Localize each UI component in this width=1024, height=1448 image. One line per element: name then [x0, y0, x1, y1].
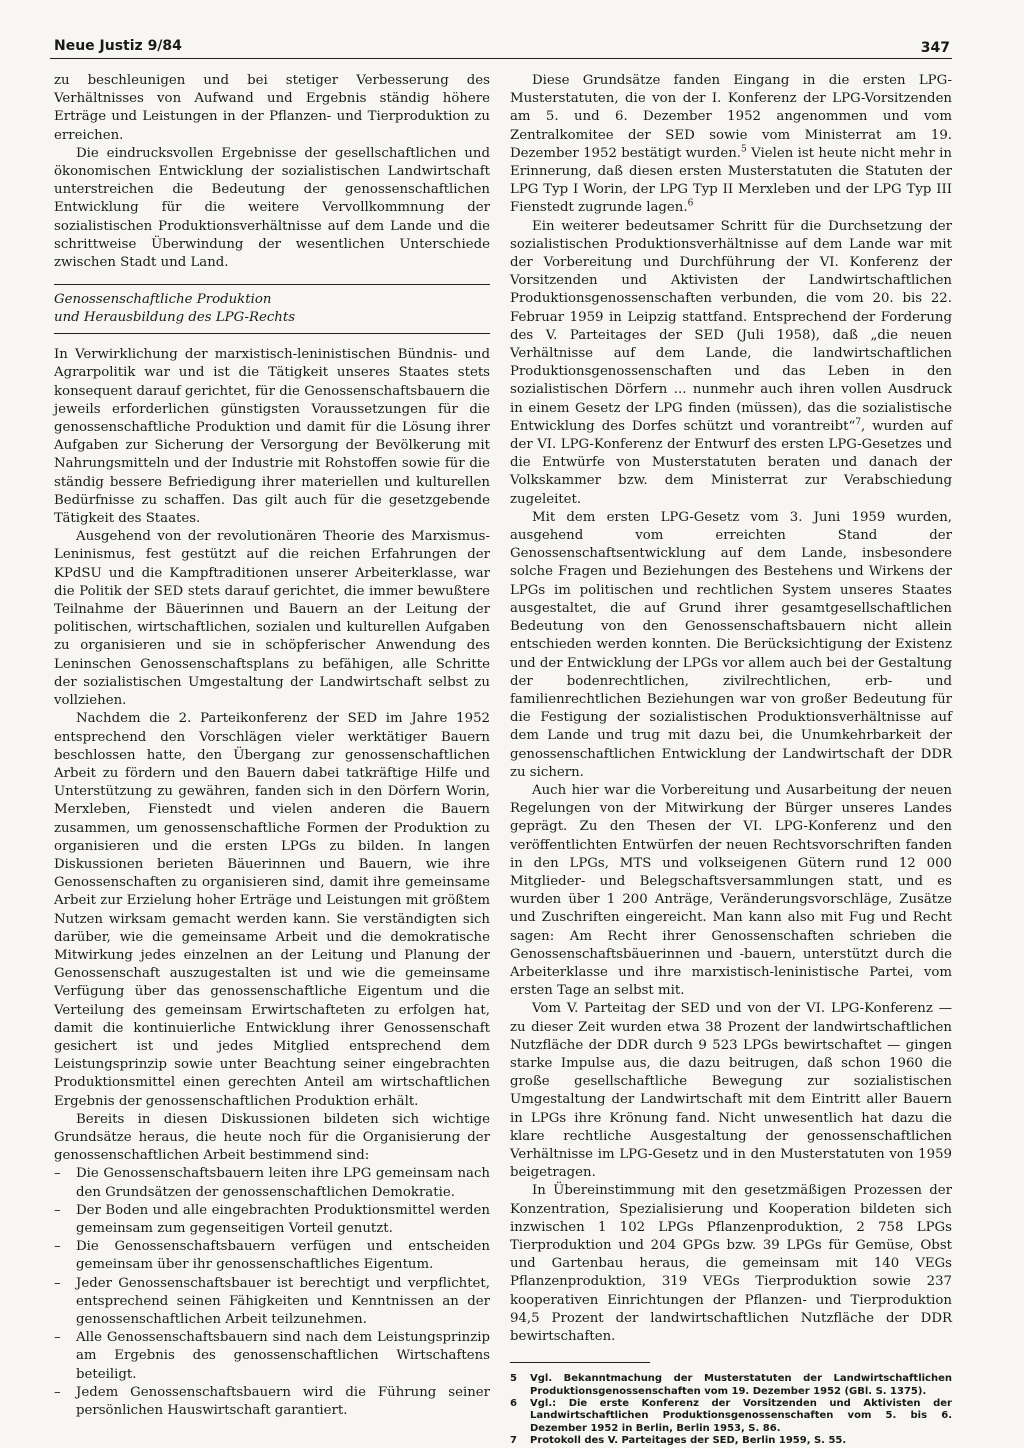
footnote-number: 7	[510, 1435, 517, 1447]
list-item	[54, 1165, 490, 1201]
section-heading-line: und Herausbildung des LPG-Rechts	[54, 310, 296, 326]
paragraph-text: Diese Grundsätze fanden Eingang in die ersten LPG-Musterstatuten, die von der I. Konferenz der LPG-Vorsitzenden am 5. und 6. Dezember 1952 angenommen und vom Zentralkomitee der SED sowie vom Ministerrat am 19. Dezember 1952 bestätigt wurden.	[510, 73, 952, 161]
footnote-text: Vgl. Bekanntmachung der Musterstatuten der Landwirtschaftlichen Produktionsgenossenschaften vom 19. Dezember 1952 (GBl. S. 1375).	[530, 1373, 952, 1397]
footnote-text: Vgl.: Die erste Konferenz der Vorsitzenden und Aktivisten der Landwirtschaftlichen Produktionsgenossenschaften vom 5. bis 6. Dezember 1952 in Berlin, Berlin 1953, S. 86.	[530, 1398, 952, 1434]
list-item	[54, 1275, 490, 1330]
section-heading	[54, 284, 490, 334]
list-item-text: Jedem Genossenschaftsbauern wird die Führung seiner persönlichen Hauswirtschaft garantiert.	[76, 1384, 490, 1419]
paragraph	[510, 72, 952, 218]
paragraph: Auch hier war die Vorbereitung und Ausarbeitung der neuen Regelungen von der Mitwirkung der Bürger unseres Landes geprägt. Zu den Thesen der VI. LPG-Konferenz und den veröffentlichten Entwürfen der neuen Rechtsvorschriften fanden in den LPGs, MTS und volkseigenen Gütern rund 12 000 Mitglieder- und Belegschaftsversammlungen statt, und es wurden über 1 200 Anträge, Veränderungsvorschläge, Zusätze und Zuschriften eingereicht. Man kann also mit Fug und Recht sagen: Am Recht ihrer Genossenschaften schrieben die Genossenschaftsbäuerinnen und -bauern, unterstützt durch die Arbeiterklasse und ihre marxistisch-leninistische Partei, vom ersten Tage an selbst mit.	[510, 782, 952, 999]
paragraph-text: Ein weiterer bedeutsamer Schritt für die Durchsetzung der sozialistischen Produktionsverhältnisse auf dem Lande war mit der Vorbereitung und Durchführung der VI. Konferenz der Vorsitzenden und Aktivisten der Landwirtschaftlichen Produktionsgenossenschaften verbunden, die vom 20. bis 22. Februar 1959 in Leipzig stattfand. Entsprechend der Forderung des V. Parteitages der SED (Juli 1958), daß „die neuen Verhältnisse auf dem Lande, die landwirtschaftlichen Produktionsgenossenschaften und das Leben in den sozialistischen Dörfern ... nunmehr auch ihren vollen Ausdruck in einem Gesetz der LPG finden (müssen), das die sozialistische Entwicklung des Dorfes schützt und vorantreibt“	[510, 218, 952, 434]
footnote-number: 6	[510, 1398, 517, 1410]
footnote-ref: 7	[855, 417, 862, 428]
footnotes	[510, 1373, 952, 1447]
footnote-divider	[510, 1362, 650, 1363]
dash-bullet: –	[54, 1330, 61, 1346]
paragraph: Ausgehend von der revolutionären Theorie des Marxismus-Leninismus, fest gestützt auf die reichen Erfahrungen der KPdSU und die Kampftraditionen unserer Arbeiterklasse, war die Politik der SED stets darauf gerichtet, die immer bewußtere Teilnahme der Bäuerinnen und Bauern an der Leitung der politischen, wirtschaftlichen, sozialen und kulturellen Aufgaben zu organisieren und sie in schöpferischer Anwendung des Leninschen Genossenschaftsplans zu befähigen, alle Schritte der sozialistischen Umgestaltung der Landwirtschaft selbst zu vollziehen.	[54, 529, 490, 709]
page-header	[50, 36, 952, 59]
footnote-ref: 5	[741, 144, 747, 155]
paragraph: Vom V. Parteitag der SED und von der VI. LPG-Konferenz — zu dieser Zeit wurden etwa 38 Prozent der landwirtschaftlichen Nutzfläche der DDR durch 9 523 LPGs bewirtschaftet — gingen starke Impulse aus, die dazu beitrugen, daß schon 1960 die große gesellschaftliche Bewegung zur sozialistischen Umgestaltung der Landwirtschaft mit dem Eintritt aller Bauern in LPGs ihre Krönung fand. Nicht unwesentlich hat dazu die klare rechtliche Ausgestaltung der genossenschaftlichen Verhältnisse im LPG-Gesetz und in den Musterstatuten von 1959 beigetragen.	[510, 1001, 952, 1181]
paragraph: Mit dem ersten LPG-Gesetz vom 3. Juni 1959 wurden, ausgehend vom erreichten Stand der Genossenschaftsentwicklung auf dem Lande, insbesondere solche Fragen und Beziehungen des Bestehens und Wirkens der LPGs im politischen und rechtlichen System unseres Staates ausgestaltet, die auf Grund ihrer gesamtgesellschaftlichen Bedeutung von den Genossenschaftsbauern nicht allein entschieden werden konnten. Die Berücksichtigung der Existenz und der Entwicklung der LPGs vor allem auch bei der Gestaltung der bodenrechtlichen, zivilrechtlichen, erb- und familienrechtlichen Beziehungen war von großer Bedeutung für die Festigung der sozialistischen Produktionsverhältnisse auf dem Lande und trug mit dazu bei, die Unumkehrbarkeit der genossenschaftlichen Entwicklung der Landwirtschaft der DDR zu sichern.	[510, 509, 952, 780]
principles-list	[54, 1165, 490, 1420]
list-item-text: Jeder Genossenschaftsbauer ist berechtigt und verpflichtet, entsprechend seinen Fähigkeiten und Kenntnissen an der genossenschaftlichen Arbeit teilzunehmen.	[76, 1275, 490, 1327]
paragraph: In Verwirklichung der marxistisch-leninistischen Bündnis- und Agrarpolitik war und ist die Tätigkeit unseres Staates stets konsequent darauf gerichtet, für die Genossenschaftsbauern die jeweils erforderlichen günstigsten Voraussetzungen für die genossenschaftliche Produktion und damit für die Lösung ihrer Aufgaben zur Sicherung der Versorgung der Bevölkerung mit Nahrungsmitteln und der Industrie mit Rohstoffen sowie für die ständig bessere Befriedigung ihrer materiellen und kulturellen Bedürfnisse zu schaffen. Das gilt auch für die gesetzgebende Tätigkeit des Staates.	[54, 347, 490, 527]
page-number: 347	[920, 40, 950, 56]
paragraph-text: Vielen ist heute nicht mehr in Erinnerung, daß diesen ersten Musterstatuten die Statuten der LPG Typ I Worin, der LPG Typ II Merxleben und der LPG Typ III Fienstedt zugrunde lagen.	[510, 145, 952, 216]
left-column	[54, 72, 490, 1420]
footnote-text: Protokoll des V. Parteitages der SED, Berlin 1959, S. 55.	[530, 1435, 847, 1447]
paragraph: In Übereinstimmung mit den gesetzmäßigen Prozessen der Konzentration, Spezialisierung und Kooperation bildeten sich inzwischen 1 102 LPGs Pflanzenproduktion, 2 758 LPGs Tierproduktion und 204 GPGs bzw. 39 LPGs für Gemüse, Obst und Gartenbau heraus, die gemeinsam mit 140 VEGs Pflanzenproduktion, 319 VEGs Tierproduktion sowie 237 kooperativen Einrichtungen der Pflanzen- und Tierproduktion 94,5 Prozent der landwirtschaftlichen Nutzfläche der DDR bewirtschaften.	[510, 1183, 952, 1345]
journal-page	[50, 36, 952, 1447]
footnote	[510, 1398, 952, 1435]
dash-bullet: –	[54, 1275, 61, 1291]
paragraph: Nachdem die 2. Parteikonferenz der SED im Jahre 1952 entsprechend den Vorschlägen vieler werktätiger Bauern beschlossen hatte, den Übergang zur genossenschaftlichen Arbeit zu fördern und den Bauern dabei tatkräftige Hilfe und Unterstützung zu gewähren, fanden sich in den Dörfern Worin, Merxleben, Fienstedt und vielen anderen die Bauern zusammen, um genossenschaftliche Formen der Produktion zu organisieren und die ersten LPGs zu bilden. In langen Diskussionen berieten Bäuerinnen und Bauern, wie ihre Genossenschaften zu organisieren sind, damit ihre gemeinsame Arbeit zur Erzielung hoher Erträge und Leistungen mit größtem Nutzen wirksam gemacht werden kann. Sie verständigten sich darüber, wie die gemeinsame Arbeit und die demokratische Mitwirkung jedes einzelnen an der Leitung und Planung der Genossenschaft auszugestalten ist und wie die gemeinsame Verfügung über das genossenschaftliche Eigentum und die Verteilung des gemeinsam Erwirtschafteten zu erfolgen hat, damit die kontinuierliche Entwicklung ihrer Genossenschaft gesichert ist und jedes Mitglied entsprechend dem Leistungsprinzip sowie unter Beachtung seiner eingebrachten Produktionsmittel einen gerechten Anteil am wirtschaftlichen Ergebnis der genossenschaftlichen Produktion erhält.	[54, 711, 490, 1109]
paragraph	[510, 218, 952, 509]
paragraph: Bereits in diesen Diskussionen bildeten sich wichtige Grundsätze heraus, die heute noch für die Organisierung der genossenschaftlichen Arbeit bestimmend sind:	[54, 1111, 490, 1164]
list-item-text: Die Genossenschaftsbauern leiten ihre LPG gemeinsam nach den Grundsätzen der genossenschaftlichen Demokratie.	[76, 1166, 490, 1200]
footnote-ref: 6	[687, 199, 694, 209]
footnote-number: 5	[510, 1373, 517, 1385]
section-heading-line: Genossenschaftliche Produktion	[54, 292, 272, 308]
list-item	[54, 1329, 490, 1384]
footnote	[510, 1373, 952, 1398]
list-item-text: Alle Genossenschaftsbauern sind nach dem Leistungsprinzip am Ergebnis des genossenschaftlichen Wirtschaftens beteiligt.	[76, 1330, 490, 1382]
paragraph: Die eindrucksvollen Ergebnisse der gesellschaftlichen und ökonomischen Entwicklung der sozialistischen Landwirtschaft unterstreichen die Bedeutung der genossenschaftlichen Entwicklung für die weitere Vervollkommnung der sozialistischen Produktionsverhältnisse auf dem Lande und die schrittweise Überwindung der wesentlichen Unterschiede zwischen Stadt und Land.	[54, 145, 490, 271]
journal-title: Neue Justiz 9/84	[54, 38, 182, 54]
dash-bullet: –	[54, 1239, 61, 1255]
list-item	[54, 1384, 490, 1420]
list-item	[54, 1202, 490, 1238]
paragraph-text: , wurden auf der VI. LPG-Konferenz der Entwurf des ersten LPG-Gesetzes und die Entwürfe von Musterstatuten beraten und danach der Volkskammer bzw. dem Ministerrat zur Verabschiedung zugeleitet.	[510, 418, 952, 507]
list-item-text: Der Boden und alle eingebrachten Produktionsmittel werden gemeinsam zum gegenseitigen Vorteil genutzt.	[76, 1202, 490, 1236]
list-item	[54, 1238, 490, 1274]
right-column	[510, 72, 952, 1448]
paragraph: zu beschleunigen und bei stetiger Verbesserung des Verhältnisses von Aufwand und Ergebnis ständig höhere Erträge und Leistungen in der Pflanzen- und Tierproduktion zu erreichen.	[54, 73, 490, 143]
footnote	[510, 1435, 952, 1447]
dash-bullet: –	[54, 1202, 61, 1218]
dash-bullet: –	[54, 1166, 61, 1182]
dash-bullet: –	[54, 1384, 61, 1400]
list-item-text: Die Genossenschaftsbauern verfügen und entscheiden gemeinsam über ihr genossenschaftliches Eigentum.	[76, 1239, 490, 1273]
